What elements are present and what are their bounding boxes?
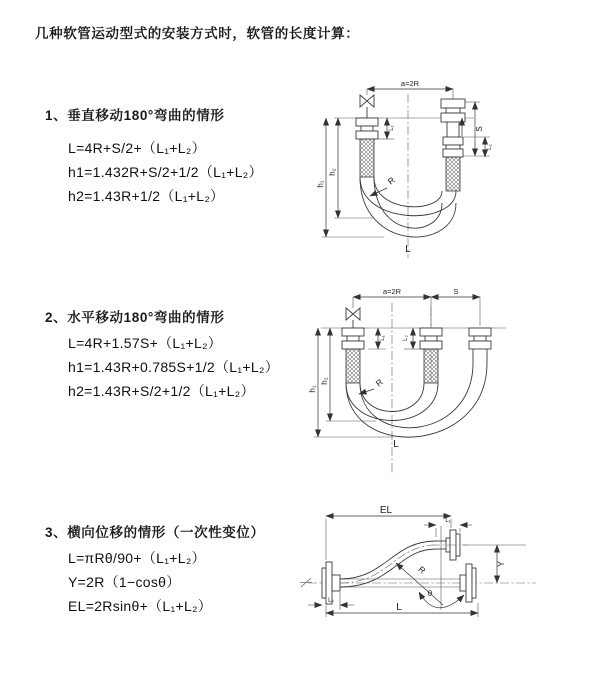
section-1-formula-L: L=4R+S/2+（L₁+L₂） xyxy=(68,140,206,156)
section-3-formula-Y: Y=2R（1−cosθ） xyxy=(68,574,181,590)
dim-a2r-label: a=2R xyxy=(382,287,402,296)
dim-a2r-label: a=2R xyxy=(400,79,420,88)
braid-middle xyxy=(424,349,438,383)
diagram-lateral-displacement xyxy=(296,500,596,665)
valve-icon xyxy=(346,308,360,328)
valve-icon xyxy=(360,95,374,118)
length-label: L xyxy=(393,439,399,450)
radius-label: R xyxy=(416,564,428,576)
fitting-right-upper xyxy=(441,99,465,137)
fitting-middle xyxy=(420,328,442,349)
dim-l1 xyxy=(368,328,386,349)
dim-l2-label: L₂ xyxy=(487,144,493,150)
section-3-formula-L: L=πRθ/90+（L₁+L₂） xyxy=(68,550,206,566)
dim-h1-label: h₁ xyxy=(308,385,317,393)
dim-l1 xyxy=(378,118,395,139)
dim-l2-label: L₂ xyxy=(328,598,334,604)
dim-h2-label: h₂ xyxy=(328,168,337,176)
braid-right xyxy=(446,157,460,191)
section-3-formula-EL: EL=2Rsinθ+（L₁+L₂） xyxy=(68,598,213,614)
radius-label: R xyxy=(373,376,385,389)
dim-h1-label: h₁ xyxy=(316,180,325,188)
dim-el xyxy=(326,505,451,560)
section-1-formula-h1: h1=1.432R+S/2+1/2（L₁+L₂） xyxy=(68,164,263,180)
dim-l1-label: L₁ xyxy=(445,518,451,524)
radius-leader xyxy=(359,377,385,394)
section-2-formula-h2: h2=1.43R+S/2+1/2（L₁+L₂） xyxy=(68,383,255,399)
dim-s-label: S xyxy=(453,287,459,296)
length-label: L xyxy=(405,244,411,255)
radius-label: R xyxy=(385,174,397,187)
section-1-formula-h2: h2=1.43R+1/2（L₁+L₂） xyxy=(68,188,225,204)
dim-s xyxy=(431,287,480,326)
dim-l2-label: L₂ xyxy=(403,335,409,341)
section-2-formula-h1: h1=1.43R+0.785S+1/2（L₁+L₂） xyxy=(68,359,279,375)
section-3-heading: 3、横向位移的情形（一次性变位） xyxy=(45,525,265,540)
dim-l1-label: L₁ xyxy=(389,125,395,131)
page-title: 几种软管运动型式的安装方式时，软管的长度计算： xyxy=(35,26,360,41)
dim-l xyxy=(326,602,478,617)
dim-el-label: EL xyxy=(379,505,393,516)
dim-l-label: L xyxy=(396,602,402,613)
diagram-horizontal-bend xyxy=(306,283,591,483)
braid-left xyxy=(360,139,374,177)
hose-curves xyxy=(340,541,436,587)
dim-l2 xyxy=(464,137,493,157)
dim-s xyxy=(463,102,490,156)
dim-y-label: Y xyxy=(496,560,506,568)
section-2-formula-L: L=4R+1.57S+（L₁+L₂） xyxy=(68,335,223,351)
section-2-heading: 2、水平移动180°弯曲的情形 xyxy=(45,310,225,325)
fitting-right-lower xyxy=(443,137,463,157)
dim-l1-label: L₁ xyxy=(380,335,386,341)
section-1-heading: 1、垂直移动180°弯曲的情形 xyxy=(45,108,225,123)
diagram-vertical-bend xyxy=(312,66,582,266)
dim-l1 xyxy=(424,518,472,537)
dim-s-label: S xyxy=(475,126,484,132)
dim-l2 xyxy=(403,328,420,349)
dim-h2-label: h₂ xyxy=(320,377,329,385)
fitting-left xyxy=(342,328,364,349)
hose-curves xyxy=(346,363,487,437)
fitting-right xyxy=(469,328,491,363)
fitting-left xyxy=(356,118,378,139)
dim-a2r xyxy=(367,79,453,99)
braid-left xyxy=(346,349,360,383)
centerline-mark xyxy=(300,578,312,587)
angle-theta-label: θ xyxy=(427,589,433,598)
